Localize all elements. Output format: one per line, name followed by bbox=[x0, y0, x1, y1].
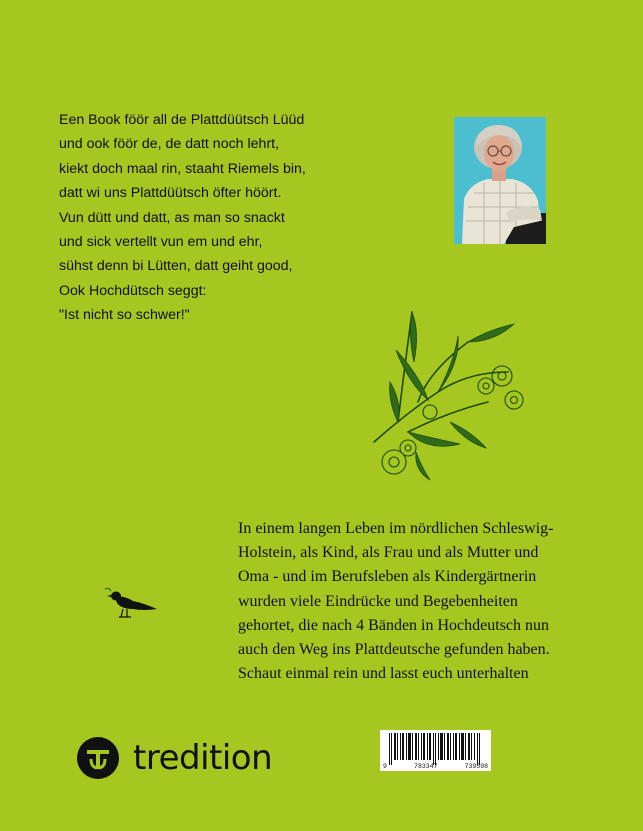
poem-line: und sick vertellt vun em und ehr, bbox=[59, 234, 263, 251]
poem-line: kiekt doch maal rin, staaht Riemels bin, bbox=[59, 160, 306, 177]
book-description bbox=[238, 517, 598, 686]
poem-text bbox=[59, 108, 419, 328]
flower-illustration-icon bbox=[368, 302, 528, 484]
description-line: Holstein, als Kind, als Frau und als Mutter und bbox=[238, 544, 539, 562]
poem-line: "Ist nicht so schwer!" bbox=[59, 307, 190, 324]
tredition-logo-icon bbox=[77, 737, 119, 779]
isbn-digits bbox=[380, 763, 491, 770]
publisher-logo bbox=[77, 737, 272, 779]
bird-icon bbox=[103, 585, 159, 623]
description-line: Oma - und im Berufsleben als Kindergärtnerin bbox=[238, 568, 537, 586]
poem-line: sühst denn bi Lütten, datt geiht good, bbox=[59, 258, 293, 275]
poem-line: Vun dütt und datt, as man so snackt bbox=[59, 209, 285, 226]
poem-line: Ook Hochdütsch seggt: bbox=[59, 282, 207, 299]
description-line: auch den Weg ins Plattdeutsche gefunden haben. bbox=[238, 641, 550, 659]
poem-line: datt wi uns Plattdüütsch öfter höört. bbox=[59, 185, 282, 202]
description-line: gehortet, die nach 4 Bänden in Hochdeutsch nun bbox=[238, 616, 550, 634]
isbn-group-2: 739598 bbox=[464, 763, 488, 770]
description-line: In einem langen Leben im nördlichen Schleswig- bbox=[238, 520, 554, 537]
isbn-group-1: 783347 bbox=[414, 763, 438, 770]
publisher-name: tredition bbox=[133, 738, 273, 778]
description-line: wurden viele Eindrücke und Begebenheiten bbox=[238, 592, 518, 610]
isbn-prefix: 9 bbox=[383, 763, 387, 770]
isbn-barcode bbox=[380, 730, 491, 771]
description-line: Schaut einmal rein und lasst euch unterhalten bbox=[238, 665, 529, 683]
poem-line: und ook föör de, de datt noch lehrt, bbox=[59, 136, 280, 153]
author-photo bbox=[454, 117, 546, 244]
poem-line: Een Book föör all de Plattdüütsch Lüüd bbox=[59, 112, 305, 128]
